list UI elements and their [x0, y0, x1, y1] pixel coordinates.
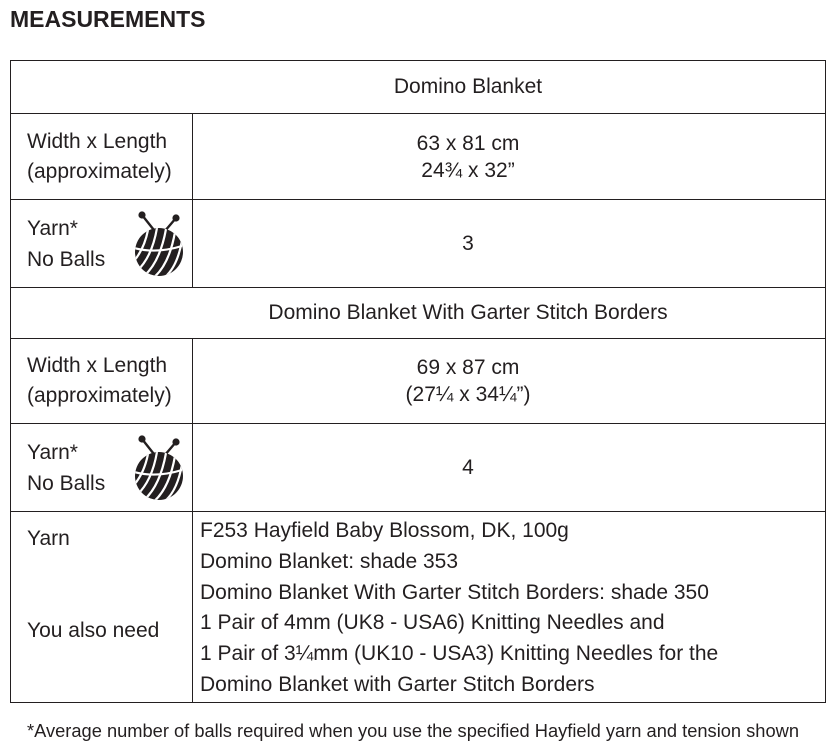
no-balls-label: No Balls — [27, 471, 106, 495]
yarn-ball-with-needles-icon — [132, 434, 186, 501]
yarn-quantity-label-cell — [11, 424, 193, 512]
dimensions-imperial: (27¼ x 34¼”) — [405, 383, 531, 406]
materials-line: Domino Blanket with Garter Stitch Borders — [200, 672, 595, 696]
materials-line: Domino Blanket With Garter Stitch Borders: shade 350 — [200, 580, 709, 604]
dimensions-value-cell — [193, 339, 825, 424]
measurements-table — [10, 60, 826, 703]
materials-label-cell — [11, 512, 193, 702]
materials-line: Domino Blanket: shade 353 — [200, 549, 458, 573]
size-title: Domino Blanket With Garter Stitch Borders — [268, 301, 668, 324]
dimensions-imperial: 24¾ x 32” — [421, 158, 515, 182]
materials-line: 1 Pair of 3¼mm (UK10 - USA3) Knitting Needles for the — [200, 642, 719, 666]
you-also-need-label: You also need — [27, 619, 160, 642]
dimensions-label: Width x Length — [27, 354, 168, 377]
dimensions-label-note: (approximately) — [27, 384, 172, 407]
yarn-label: Yarn* — [27, 216, 78, 240]
materials-line: F253 Hayfield Baby Blossom, DK, 100g — [200, 519, 569, 542]
ball-count: 3 — [462, 231, 474, 255]
size-header-row — [11, 61, 825, 114]
yarn-quantity-value-cell — [193, 424, 825, 512]
yarn-quantity-label-cell — [11, 200, 193, 288]
dimensions-metric: 69 x 87 cm — [416, 356, 520, 379]
page-heading: MEASUREMENTS — [10, 6, 206, 32]
dimensions-value-cell — [193, 114, 825, 200]
no-balls-label: No Balls — [27, 247, 106, 271]
dimensions-label-cell — [11, 114, 193, 200]
yarn-ball-with-needles-icon — [132, 210, 186, 277]
ball-count: 4 — [462, 455, 474, 479]
footnote: *Average number of balls required when you use the specified Hayfield yarn and tension shown — [27, 720, 800, 741]
yarn-label: Yarn* — [27, 440, 78, 464]
yarn-quantity-value-cell — [193, 200, 825, 288]
dimensions-label: Width x Length — [27, 129, 168, 153]
dimensions-label-note: (approximately) — [27, 159, 172, 183]
size-title: Domino Blanket — [393, 75, 543, 98]
dimensions-metric: 63 x 81 cm — [416, 131, 520, 155]
size-header-row — [11, 288, 825, 339]
yarn-materials-label: Yarn — [27, 527, 70, 550]
materials-line: 1 Pair of 4mm (UK8 - USA6) Knitting Needles and — [200, 611, 665, 635]
materials-value-cell — [193, 512, 825, 702]
dimensions-label-cell — [11, 339, 193, 424]
